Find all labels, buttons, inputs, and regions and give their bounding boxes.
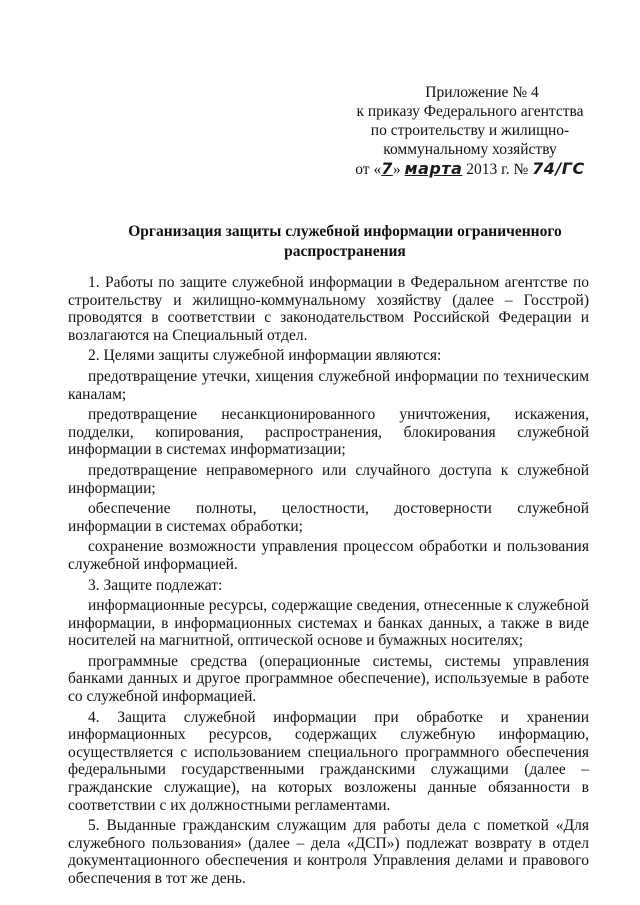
appendix-number: Приложение № 4 — [425, 84, 539, 101]
paragraph: 4. Защита служебной информации при обработке и хранении информационных ресурсов, содержащих служебную информацию, осуществляется с использованием специального программного обеспечения федеральными государственными гражданскими служащими (далее – гражданские служащие), на которых возложены данные обязанности в соответствии с их должностными регламентами. — [68, 708, 589, 814]
title-line-2: распространения — [284, 243, 406, 260]
paragraph: информационные ресурсы, содержащие сведения, отнесенные к служебной информации, в информационных системах и банках данных, а также в виде носителей на магнитной, оптической основе и бумажных носителях; — [68, 597, 589, 650]
paragraph: 2. Целями защиты служебной информации являются: — [88, 347, 442, 365]
document-body — [68, 274, 589, 891]
paragraph: предотвращение утечки, хищения служебной информации по техническим каналам; — [68, 367, 589, 403]
date-mid: » — [392, 161, 405, 178]
appendix-order-ref: к приказу Федерального агентства — [356, 103, 584, 120]
appendix-agency-line: по строительству и жилищно- — [370, 122, 570, 139]
date-year: 2013 г. № — [462, 161, 533, 178]
date-month-handwritten: марта — [404, 159, 463, 178]
paragraph: программные средства (операционные системы, системы управления банками данных и другое программное обеспечение), используемые в работе со служебной информацией. — [68, 652, 589, 706]
date-day-handwritten: 7 — [381, 159, 393, 178]
paragraph: обеспечение полноты, целостности, достоверности служебной информации в системах обработки; — [68, 500, 589, 535]
paragraph: предотвращение несанкционированного уничтожения, искажения, подделки, копирования, распространения, блокирования служебной информации в системах информатизации; — [68, 406, 589, 459]
appendix-agency-line-2: коммунальному хозяйству — [383, 141, 557, 158]
appendix-header — [350, 83, 590, 179]
paragraph: 1. Работы по защите служебной информации в Федеральном агентстве по строительству и жилищно-коммунальному хозяйству (далее – Госстрой) проводятся в соответствии с законодательством Российской Федерации и возлагаются на Специальный отдел. — [68, 274, 589, 344]
date-prefix: от « — [355, 161, 382, 178]
paragraph: 3. Защите подлежат: — [88, 576, 223, 594]
order-number-handwritten: 74/ГС — [532, 159, 585, 178]
title-line-1: Организация защиты служебной информации ограниченного — [128, 223, 562, 240]
document-title — [95, 222, 595, 262]
appendix-date-line — [350, 159, 590, 179]
paragraph: предотвращение неправомерного или случайного доступа к служебной информации; — [68, 461, 589, 497]
paragraph: 5. Выданные гражданским служащим для работы дела с пометкой «Для служебного пользования» (далее – дела «ДСП») подлежат возврату в отдел документационного обеспечения и контроля Управления делами и правового обеспечения в тот же день. — [68, 817, 589, 887]
paragraph: сохранение возможности управления процессом обработки и пользования служебной информацией. — [68, 538, 589, 573]
